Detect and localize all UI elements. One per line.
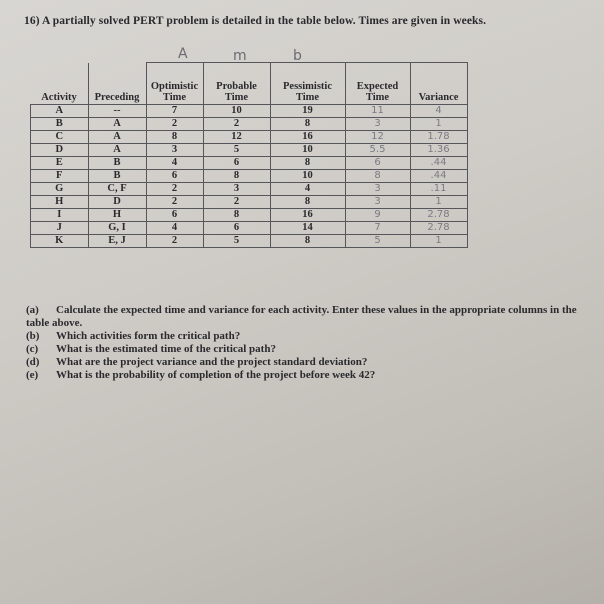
cell-variance: 1 bbox=[410, 118, 467, 131]
cell-variance: 1.36 bbox=[410, 144, 467, 157]
cell-expected: 5 bbox=[345, 235, 410, 248]
cell-probable: 10 bbox=[203, 105, 270, 118]
table-row bbox=[31, 131, 468, 144]
cell-probable: 6 bbox=[203, 222, 270, 235]
cell-activity: B bbox=[31, 118, 89, 131]
question-list bbox=[26, 304, 586, 382]
question-letter: (b) bbox=[26, 330, 40, 342]
cell-variance: 4 bbox=[410, 105, 467, 118]
cell-optimistic: 2 bbox=[146, 183, 203, 196]
cell-pessimistic: 4 bbox=[270, 183, 345, 196]
cell-preceding: A bbox=[88, 131, 146, 144]
cell-probable: 3 bbox=[203, 183, 270, 196]
table-row bbox=[31, 118, 468, 131]
header-optimistic-label: Optimistic Time bbox=[150, 81, 199, 103]
problem-heading: 16) A partially solved PERT problem is detailed in the table below. Times are given in weeks. bbox=[24, 15, 487, 27]
cell-pessimistic: 8 bbox=[270, 235, 345, 248]
header-expected-label: Expected Time bbox=[356, 81, 399, 103]
cell-expected: 8 bbox=[345, 170, 410, 183]
table-header-row bbox=[31, 63, 468, 105]
cell-pessimistic: 16 bbox=[270, 209, 345, 222]
header-preceding: Preceding bbox=[88, 63, 146, 105]
question-a bbox=[26, 304, 586, 330]
question-text: What is the estimated time of the critical path? bbox=[56, 343, 276, 355]
question-b bbox=[26, 330, 586, 343]
cell-optimistic: 2 bbox=[146, 118, 203, 131]
table-row bbox=[31, 144, 468, 157]
cell-optimistic: 8 bbox=[146, 131, 203, 144]
header-expected bbox=[345, 63, 410, 105]
table-row bbox=[31, 196, 468, 209]
handwritten-label-m: m bbox=[233, 48, 247, 64]
cell-optimistic: 4 bbox=[146, 222, 203, 235]
cell-optimistic: 3 bbox=[146, 144, 203, 157]
question-e bbox=[26, 369, 586, 382]
cell-activity: K bbox=[31, 235, 89, 248]
cell-preceding: B bbox=[88, 157, 146, 170]
cell-pessimistic: 14 bbox=[270, 222, 345, 235]
cell-preceding: -- bbox=[88, 105, 146, 118]
question-letter: (d) bbox=[26, 356, 40, 368]
cell-probable: 6 bbox=[203, 157, 270, 170]
cell-activity: I bbox=[31, 209, 89, 222]
question-letter: (a) bbox=[26, 304, 39, 316]
cell-pessimistic: 8 bbox=[270, 157, 345, 170]
cell-variance: .44 bbox=[410, 157, 467, 170]
cell-preceding: D bbox=[88, 196, 146, 209]
header-pessimistic-label: Pessimistic Time bbox=[283, 81, 332, 103]
cell-activity: C bbox=[31, 131, 89, 144]
cell-variance: 1.78 bbox=[410, 131, 467, 144]
question-text: Calculate the expected time and variance for each activity. Enter these values in the appropriate columns in the table above. bbox=[26, 304, 577, 329]
cell-activity: E bbox=[31, 157, 89, 170]
cell-optimistic: 7 bbox=[146, 105, 203, 118]
cell-activity: G bbox=[31, 183, 89, 196]
question-text: What is the probability of completion of the project before week 42? bbox=[56, 369, 376, 381]
table-row bbox=[31, 222, 468, 235]
handwritten-label-b: b bbox=[293, 48, 302, 64]
cell-pessimistic: 8 bbox=[270, 196, 345, 209]
header-optimistic bbox=[146, 63, 203, 105]
cell-probable: 5 bbox=[203, 235, 270, 248]
cell-pessimistic: 19 bbox=[270, 105, 345, 118]
header-probable bbox=[203, 63, 270, 105]
cell-probable: 2 bbox=[203, 118, 270, 131]
cell-probable: 2 bbox=[203, 196, 270, 209]
cell-preceding: A bbox=[88, 118, 146, 131]
cell-variance: .44 bbox=[410, 170, 467, 183]
cell-variance: 2.78 bbox=[410, 222, 467, 235]
cell-expected: 6 bbox=[345, 157, 410, 170]
handwritten-label-a: A bbox=[178, 46, 188, 62]
cell-expected: 3 bbox=[345, 196, 410, 209]
cell-optimistic: 2 bbox=[146, 235, 203, 248]
table-row bbox=[31, 209, 468, 222]
cell-optimistic: 2 bbox=[146, 196, 203, 209]
cell-probable: 8 bbox=[203, 209, 270, 222]
cell-activity: D bbox=[31, 144, 89, 157]
cell-optimistic: 4 bbox=[146, 157, 203, 170]
cell-variance: 1 bbox=[410, 235, 467, 248]
cell-expected: 12 bbox=[345, 131, 410, 144]
table-row bbox=[31, 105, 468, 118]
cell-expected: 11 bbox=[345, 105, 410, 118]
cell-variance: 1 bbox=[410, 196, 467, 209]
cell-probable: 12 bbox=[203, 131, 270, 144]
cell-preceding: A bbox=[88, 144, 146, 157]
table-body bbox=[31, 105, 468, 248]
cell-probable: 8 bbox=[203, 170, 270, 183]
header-variance: Variance bbox=[410, 63, 467, 105]
question-letter: (e) bbox=[26, 369, 39, 381]
cell-expected: 5.5 bbox=[345, 144, 410, 157]
cell-expected: 9 bbox=[345, 209, 410, 222]
pert-table bbox=[30, 62, 468, 248]
cell-expected: 3 bbox=[345, 183, 410, 196]
cell-preceding: B bbox=[88, 170, 146, 183]
cell-pessimistic: 10 bbox=[270, 170, 345, 183]
cell-expected: 3 bbox=[345, 118, 410, 131]
table-row bbox=[31, 170, 468, 183]
cell-pessimistic: 10 bbox=[270, 144, 345, 157]
cell-expected: 7 bbox=[345, 222, 410, 235]
cell-preceding: C, F bbox=[88, 183, 146, 196]
cell-variance: 2.78 bbox=[410, 209, 467, 222]
cell-preceding: E, J bbox=[88, 235, 146, 248]
cell-optimistic: 6 bbox=[146, 170, 203, 183]
table-row bbox=[31, 183, 468, 196]
cell-pessimistic: 16 bbox=[270, 131, 345, 144]
cell-activity: J bbox=[31, 222, 89, 235]
table-row bbox=[31, 157, 468, 170]
cell-activity: F bbox=[31, 170, 89, 183]
cell-pessimistic: 8 bbox=[270, 118, 345, 131]
cell-preceding: H bbox=[88, 209, 146, 222]
header-activity: Activity bbox=[31, 63, 89, 105]
cell-optimistic: 6 bbox=[146, 209, 203, 222]
question-letter: (c) bbox=[26, 343, 39, 355]
question-text: Which activities form the critical path? bbox=[56, 330, 241, 342]
cell-variance: .11 bbox=[410, 183, 467, 196]
question-c bbox=[26, 343, 586, 356]
cell-activity: H bbox=[31, 196, 89, 209]
header-probable-label: Probable Time bbox=[216, 81, 257, 103]
cell-activity: A bbox=[31, 105, 89, 118]
header-pessimistic bbox=[270, 63, 345, 105]
question-text: What are the project variance and the project standard deviation? bbox=[56, 356, 368, 368]
table-row bbox=[31, 235, 468, 248]
question-d bbox=[26, 356, 586, 369]
cell-probable: 5 bbox=[203, 144, 270, 157]
cell-preceding: G, I bbox=[88, 222, 146, 235]
